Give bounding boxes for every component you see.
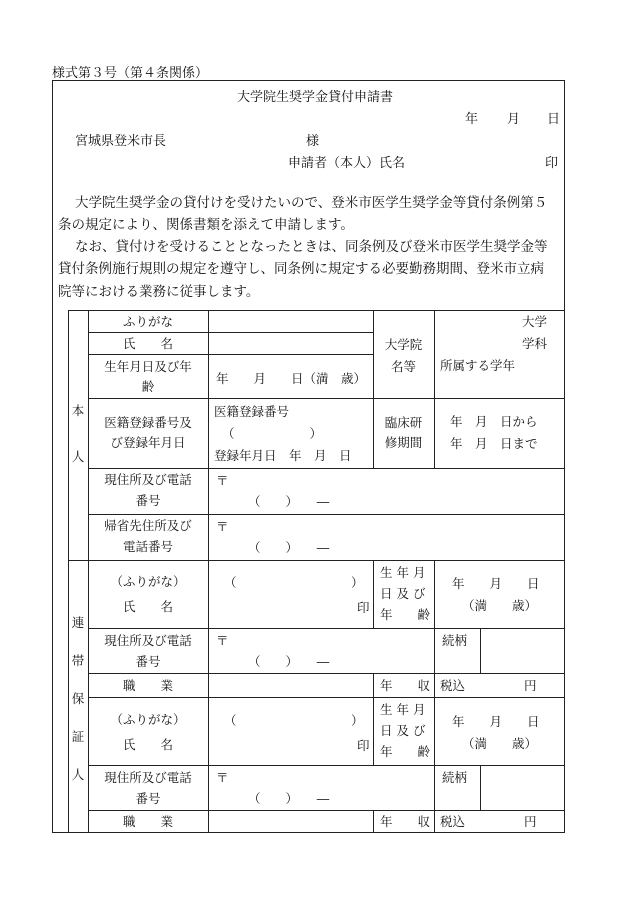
guarantor1-birth-label-3: 年 齢 xyxy=(380,607,431,622)
guarantor1-address-phone: （ ） ― xyxy=(248,654,330,669)
guarantor1-age-value: （満 歳） xyxy=(462,598,538,613)
guarantor2-income-label: 年 収 xyxy=(380,814,431,829)
self-univ-daigaku: 大学 xyxy=(522,314,548,329)
page-title: 大学院生奨学金貸付申請書 xyxy=(236,90,393,105)
self-univ-gakka: 学科 xyxy=(522,336,548,351)
self-univ-label-2: 名等 xyxy=(390,359,416,374)
guarantor1-seal: 印 xyxy=(357,600,370,615)
guarantor2-name-label: 氏 名 xyxy=(122,737,173,752)
self-birth-label-1: 生年月日及び年 xyxy=(104,359,192,374)
self-med-label-1: 医籍登録番号及 xyxy=(104,415,192,430)
guarantor1-job-label: 職 業 xyxy=(122,678,173,693)
date-month: 月 xyxy=(507,112,521,127)
guarantor2-furigana-label: （ふりがな） xyxy=(110,712,186,727)
self-univ-grade: 所属する学年 xyxy=(440,358,516,373)
guarantor2-address-postal: 〒 xyxy=(216,770,229,785)
guarantor2-job-label: 職 業 xyxy=(122,814,173,829)
guarantor1-birth-value: 年 月 日 xyxy=(452,576,540,591)
addressee-name: 宮城県登米市長 xyxy=(75,134,167,149)
guarantor1-birth-label-2: 日 及 び xyxy=(380,586,426,601)
body-line-2: 条の規定により、関係書類を添えて申請します。 xyxy=(58,217,354,233)
guarantor2-yen-label: 円 xyxy=(524,814,537,829)
guarantor2-birth-label-1: 生 年 月 xyxy=(380,702,426,717)
guarantor-group-label-4: 証 xyxy=(71,729,85,744)
self-address-phone: （ ） ― xyxy=(248,494,330,509)
guarantor1-paren-open: （ xyxy=(224,575,237,590)
self-med-label-2: び登録年月日 xyxy=(110,435,186,450)
guarantor2-birth-label-2: 日 及 び xyxy=(380,723,426,738)
date-day: 日 xyxy=(547,112,561,127)
self-home-label-2: 電話番号 xyxy=(122,539,173,554)
guarantor2-seal: 印 xyxy=(357,738,370,753)
self-home-postal: 〒 xyxy=(216,519,229,534)
self-name-label: 氏 名 xyxy=(122,336,173,351)
self-med-value-1: 医籍登録番号 xyxy=(214,404,290,419)
self-home-phone: （ ） ― xyxy=(248,540,330,555)
guarantor2-paren-open: （ xyxy=(224,713,237,728)
guarantor-group-label-1: 連 xyxy=(71,615,85,630)
self-clinical-label-1: 臨床研 xyxy=(384,415,423,430)
guarantor2-paren-close: ） xyxy=(351,713,364,728)
self-clinical-value-2: 年 月 日まで xyxy=(450,436,538,451)
guarantor1-address-label-2: 番号 xyxy=(135,654,161,669)
guarantor2-age-value: （満 歳） xyxy=(462,736,538,751)
applicant-label: 申請者（本人）氏名 xyxy=(288,156,406,171)
body-line-3: なお、貸付けを受けることとなったときは、同条例及び登米市医学生奨学金等 xyxy=(75,239,548,255)
self-group-label-2: 人 xyxy=(71,449,85,464)
self-med-value-2: （ ） xyxy=(222,426,323,441)
form-number: 様式第３号（第４条関係） xyxy=(52,66,209,81)
self-univ-label-1: 大学院 xyxy=(384,337,423,352)
guarantor1-income-label: 年 収 xyxy=(380,678,431,693)
guarantor2-birth-label-3: 年 齢 xyxy=(380,744,431,759)
guarantor1-tax-label: 税込 xyxy=(440,678,466,693)
body-line-5: 院等における業務に従事します。 xyxy=(58,284,260,300)
body-line-1: 大学院生奨学金の貸付けを受けたいので、登米市医学生奨学金等貸付条例第５ xyxy=(75,195,548,211)
guarantor-group-label-2: 帯 xyxy=(71,653,85,668)
guarantor1-address-postal: 〒 xyxy=(216,633,229,648)
self-birth-label-2: 齢 xyxy=(141,379,155,394)
self-home-label-1: 帰省先住所及び xyxy=(104,518,192,533)
self-clinical-label-2: 修期間 xyxy=(384,435,423,450)
guarantor1-relation-label: 続柄 xyxy=(442,633,468,648)
self-group-label-1: 本 xyxy=(71,403,85,418)
body-line-4: 貸付条例施行規則の規定を遵守し、同条例に規定する必要勤務期間、登米市立病 xyxy=(58,261,544,277)
guarantor1-address-label-1: 現住所及び電話 xyxy=(104,633,192,648)
addressee-honorific: 様 xyxy=(306,134,320,149)
guarantor1-name-label: 氏 名 xyxy=(122,599,173,614)
guarantor2-tax-label: 税込 xyxy=(440,814,466,829)
guarantor-group-label-3: 保 xyxy=(71,691,85,706)
self-clinical-value-1: 年 月 日から xyxy=(450,414,538,429)
guarantor-group-label-5: 人 xyxy=(71,767,85,782)
guarantor1-furigana-label: （ふりがな） xyxy=(110,574,186,589)
guarantor1-paren-close: ） xyxy=(351,575,364,590)
self-med-value-3: 登録年月日 年 月 日 xyxy=(214,448,352,463)
self-address-postal: 〒 xyxy=(216,473,229,488)
self-birth-value: 年 月 日（満 歳） xyxy=(216,371,367,386)
guarantor2-address-label-2: 番号 xyxy=(135,791,161,806)
self-address-label-2: 番号 xyxy=(135,493,161,508)
self-address-label-1: 現住所及び電話 xyxy=(104,472,192,487)
guarantor1-birth-label-1: 生 年 月 xyxy=(380,565,426,580)
applicant-seal: 印 xyxy=(545,156,559,171)
guarantor1-yen-label: 円 xyxy=(524,678,537,693)
guarantor2-relation-label: 続柄 xyxy=(442,770,468,785)
guarantor2-birth-value: 年 月 日 xyxy=(452,714,540,729)
date-year: 年 xyxy=(465,112,479,127)
guarantor2-address-phone: （ ） ― xyxy=(248,791,330,806)
guarantor2-address-label-1: 現住所及び電話 xyxy=(104,770,192,785)
self-furigana-label: ふりがな xyxy=(122,314,173,329)
